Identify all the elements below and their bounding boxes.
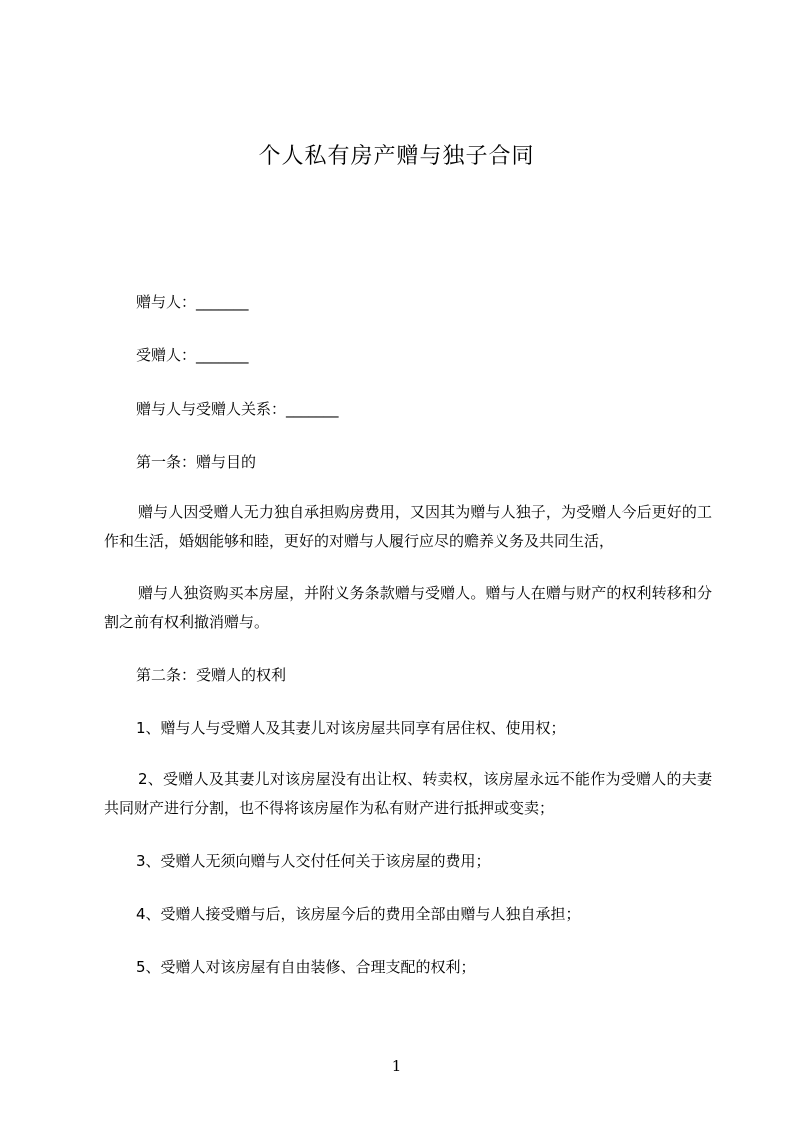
article-1-heading: 第一条：赠与目的 bbox=[136, 453, 257, 471]
article-1-paragraph-2: 赠与人独资购买本房屋，并附义务条款赠与受赠人。赠与人在赠与财产的权利转移和分割之前有权利撤消赠与。 bbox=[104, 584, 712, 631]
donee-field: 受赠人：_______ bbox=[136, 346, 249, 364]
article-2-heading: 第二条：受赠人的权利 bbox=[136, 666, 287, 684]
article-2-item-3: 3、受赠人无须向赠与人交付任何关于该房屋的费用； bbox=[136, 852, 491, 870]
article-2-item-5: 5、受赠人对该房屋有自由装修、合理支配的权利； bbox=[136, 958, 476, 976]
article-2-item-1: 1、赠与人与受赠人及其妻儿对该房屋共同享有居住权、使用权； bbox=[136, 719, 566, 737]
article-1-paragraph-1: 赠与人因受赠人无力独自承担购房费用，又因其为赠与人独子，为受赠人今后更好的工作和生活，婚姻能够和睦，更好的对赠与人履行应尽的赡养义务及共同生活， bbox=[104, 503, 712, 550]
donor-field: 赠与人：_______ bbox=[136, 293, 249, 311]
article-2-item-2: 2、受赠人及其妻儿对该房屋没有出让权、转卖权，该房屋永远不能作为受赠人的夫妻共同财产进行分割，也不得将该房屋作为私有财产进行抵押或变卖； bbox=[104, 770, 712, 817]
relation-field: 赠与人与受赠人关系：_______ bbox=[136, 400, 339, 418]
article-2-item-4: 4、受赠人接受赠与后，该房屋今后的费用全部由赠与人独自承担； bbox=[136, 905, 581, 923]
document-title: 个人私有房产赠与独子合同 bbox=[258, 144, 535, 169]
page-number: 1 bbox=[391, 1057, 402, 1075]
